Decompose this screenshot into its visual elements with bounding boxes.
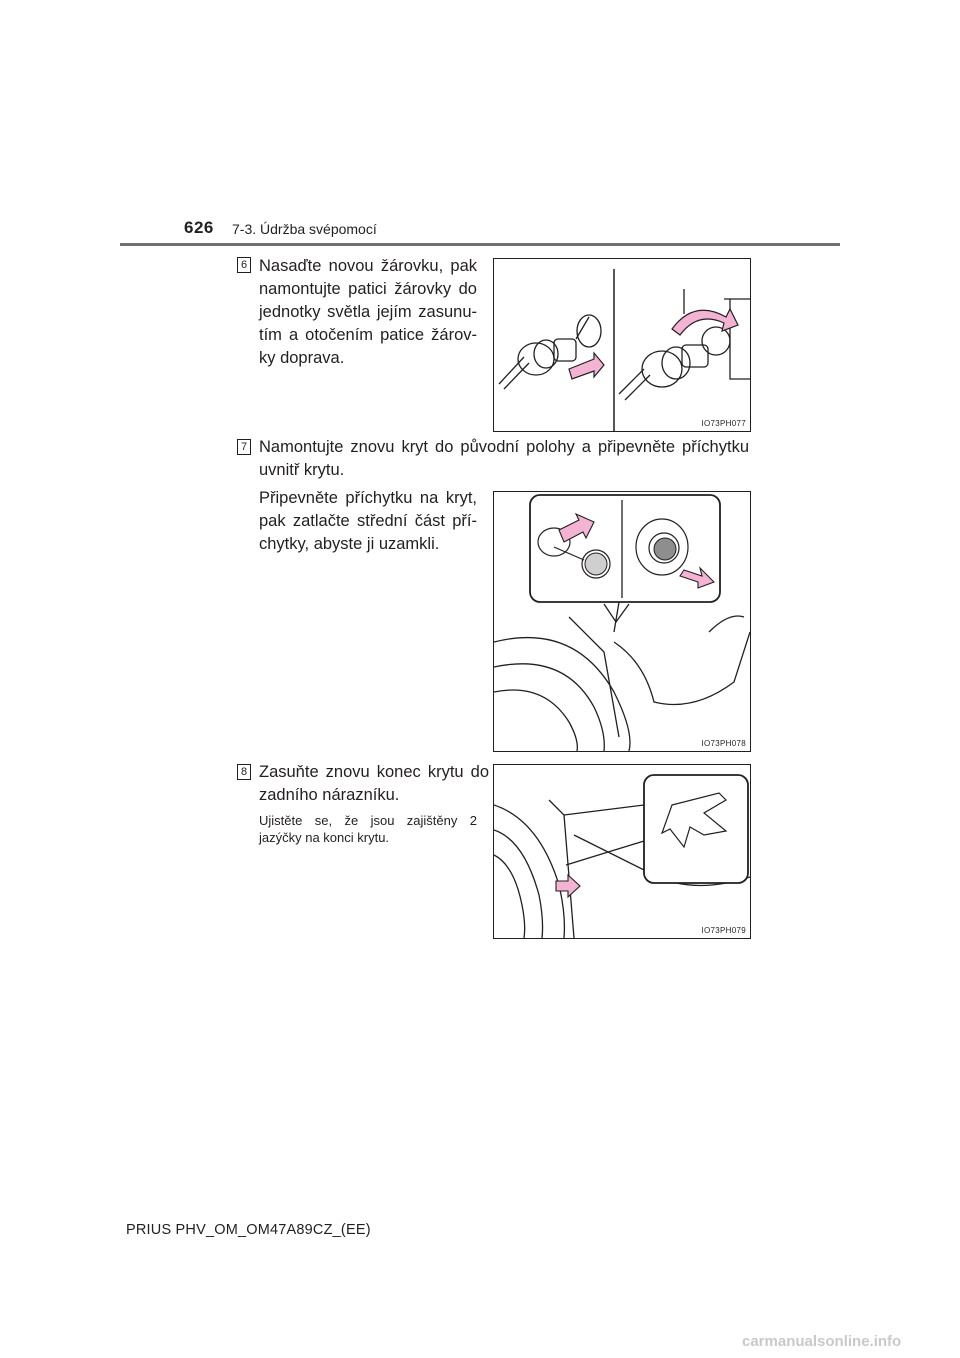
figure-cover-insert — [493, 764, 751, 939]
step-7-text: Namontujte znovu kryt do původní polohy a připevněte příchytku uvnitř krytu. — [259, 438, 749, 479]
rotate-arrow-icon — [672, 309, 738, 335]
figure-code: IO73PH077 — [701, 419, 746, 428]
figure-code: IO73PH078 — [701, 739, 746, 748]
header-rule — [120, 243, 840, 246]
cover-insert-illustration — [494, 765, 750, 938]
figure-code: IO73PH079 — [701, 926, 746, 935]
figure-clip-attach — [493, 491, 751, 752]
clip-attach-illustration — [494, 492, 750, 751]
page-number: 626 — [184, 218, 214, 237]
step-7-subtext: Připevněte příchytku na kryt, pak zatlačte střední část pří-chytky, abyste ji uzamkli. — [259, 489, 477, 553]
figure-bulb-install — [493, 258, 751, 432]
document-id: PRIUS PHV_OM_OM47A89CZ_(EE) — [126, 1222, 371, 1238]
step-7-badge: 7 — [237, 439, 251, 455]
push-arrow-icon — [569, 353, 604, 379]
watermark: carmanualsonline.info — [742, 1333, 902, 1350]
insert-arrow-icon — [556, 875, 580, 897]
bulb-install-illustration — [494, 259, 750, 431]
step-6-text: Nasaďte novou žárovku, pak namontujte patici žárovky do jednotky světla jejím zasunu-tím a otočením patice žárov-ky doprava. — [259, 257, 477, 367]
step-8-note: Ujistěte se, že jsou zajištěny 2 jazýčky na konci krytu. — [259, 813, 477, 845]
step-8-text: Zasuňte znovu konec krytu do zadního nárazníku. — [259, 763, 489, 804]
section-title: 7-3. Údržba svépomocí — [232, 221, 377, 237]
step-8-badge: 8 — [237, 764, 251, 780]
step-6-badge: 6 — [237, 257, 251, 273]
